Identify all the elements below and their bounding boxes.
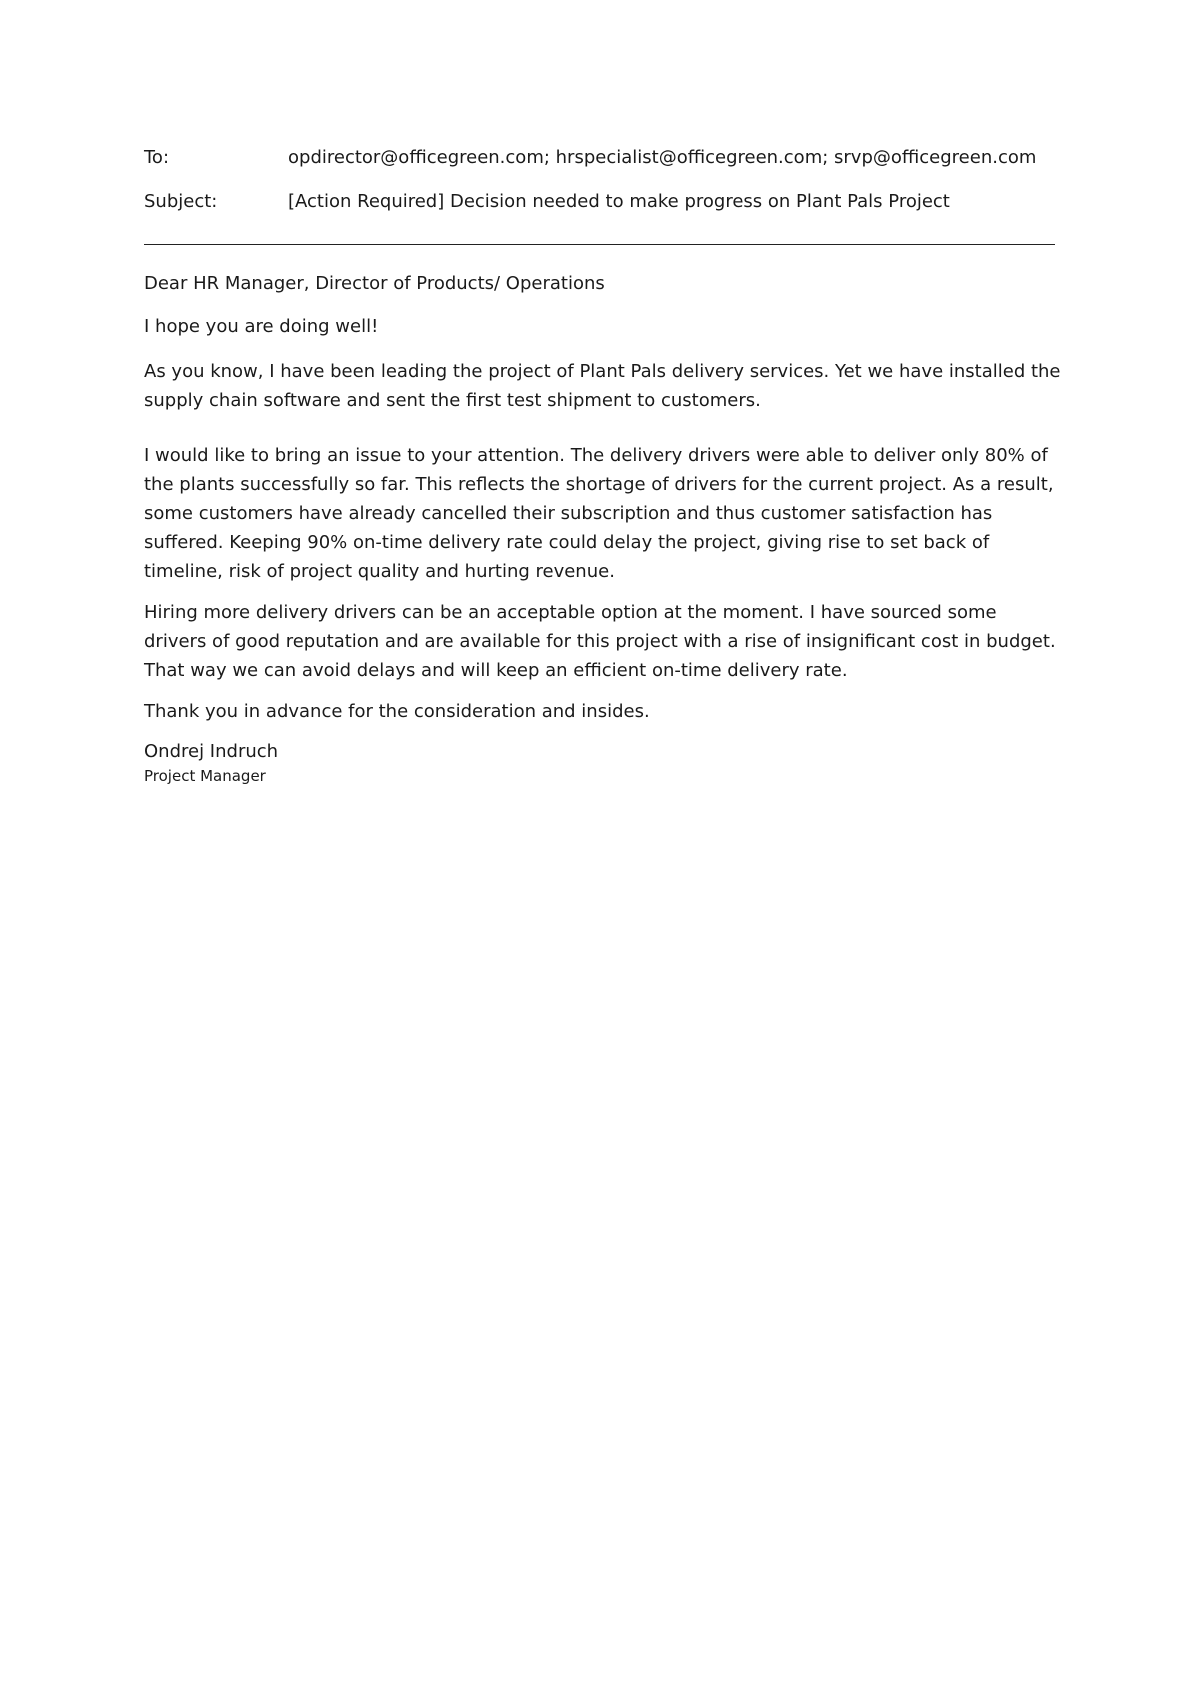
to-row <box>144 146 1064 170</box>
signature-name: Ondrej Indruch <box>144 741 279 762</box>
to-label: To: <box>144 147 170 168</box>
subject-label: Subject: <box>144 191 218 212</box>
subject-text: [Action Required] Decision needed to make progress on Plant Pals Project <box>288 191 950 212</box>
opening-line: I hope you are doing well! <box>144 316 379 337</box>
paragraph-1: As you know, I have been leading the project of Plant Pals delivery services. Yet we have installed the supply chain software and sent the first test shipment to customers. <box>144 361 1061 411</box>
signature-title: Project Manager <box>144 767 266 785</box>
paragraph-2: I would like to bring an issue to your attention. The delivery drivers were able to deliver only 80% of the plants successfully so far. This reflects the shortage of drivers for the current project. As a result, some customers have already cancelled their subscription and thus customer satisfaction has suffered. Keeping 90% on-time delivery rate could delay the project, giving rise to set back of timeline, risk of project quality and hurting revenue. <box>144 445 1054 582</box>
paragraph-3: Hiring more delivery drivers can be an acceptable option at the moment. I have sourced some drivers of good reputation and are available for this project with a rise of insignificant cost in budget. That way we can avoid delays and will keep an efficient on-time delivery rate. <box>144 602 1056 681</box>
header-divider <box>144 244 1055 245</box>
greeting: Dear HR Manager, Director of Products/ Operations <box>144 273 605 294</box>
to-recipients: opdirector@officegreen.com; hrspecialist@officegreen.com; srvp@officegreen.com <box>288 147 1037 168</box>
subject-row <box>144 190 1064 214</box>
email-document <box>144 146 1064 786</box>
closing-line: Thank you in advance for the consideration and insides. <box>144 701 650 722</box>
